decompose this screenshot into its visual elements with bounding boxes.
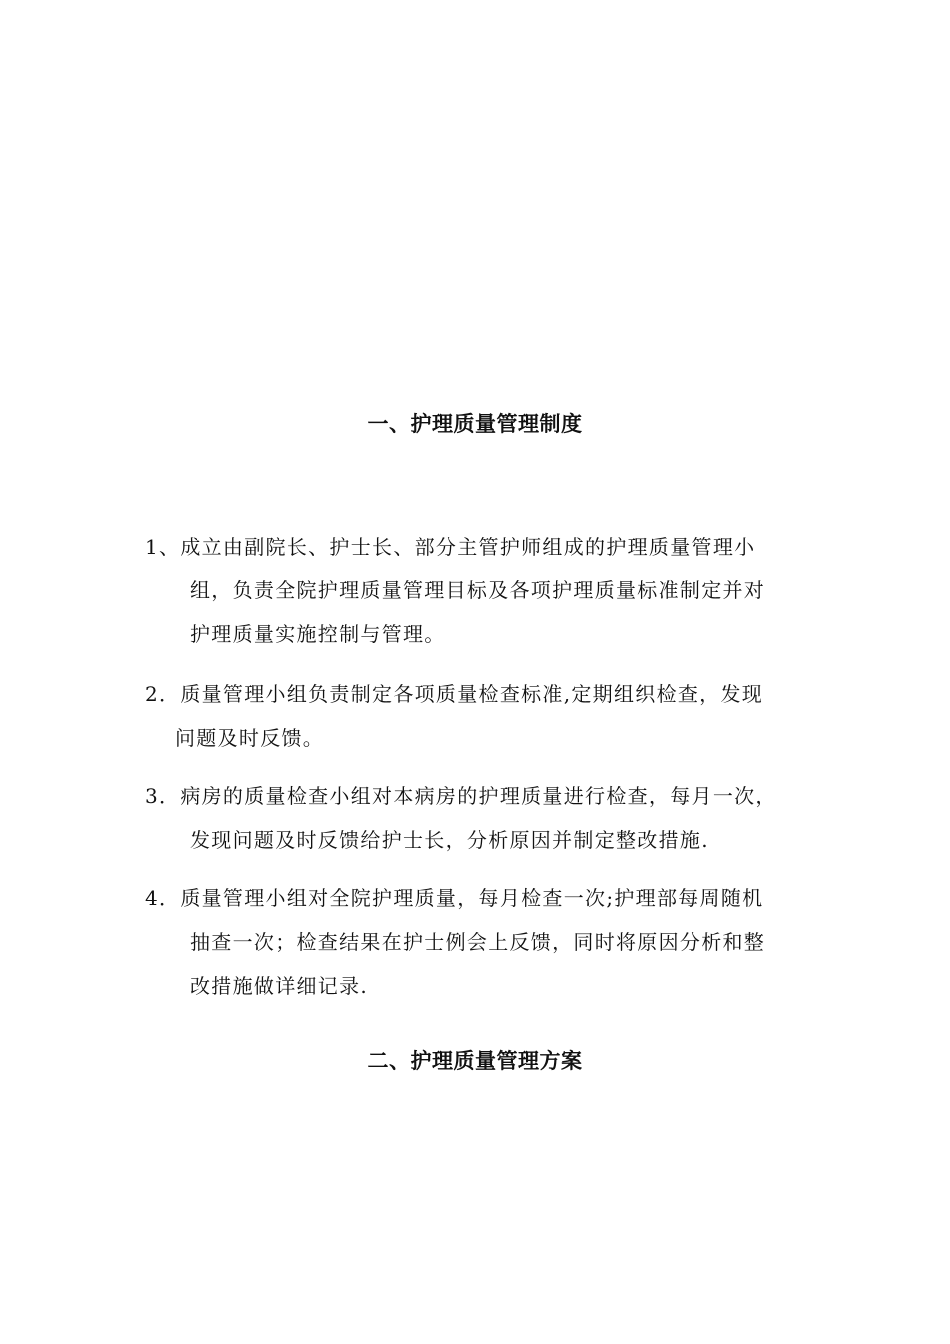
item-3-line-1: 3．病房的质量检查小组对本病房的护理质量进行检查，每月一次， <box>145 784 777 808</box>
item-1-line-2: 组，负责全院护理质量管理目标及各项护理质量标准制定并对 <box>190 578 766 602</box>
item-2-line-2: 问题及时反馈。 <box>175 726 325 750</box>
item-1-line-3: 护理质量实施控制与管理。 <box>190 622 446 646</box>
item-4-line-2: 抽查一次；检查结果在护士例会上反馈，同时将原因分析和整 <box>190 930 766 954</box>
item-4-line-1: 4．质量管理小组对全院护理质量，每月检查一次;护理部每周随机 <box>145 886 764 910</box>
section-heading-2: 二、护理质量管理方案 <box>367 1049 583 1073</box>
item-4-line-3: 改措施做详细记录. <box>190 974 369 998</box>
section-heading-1: 一、护理质量管理制度 <box>367 412 583 436</box>
item-1-line-1: 1、成立由副院长、护士长、部分主管护师组成的护理质量管理小 <box>145 535 756 559</box>
item-2-line-1: 2．质量管理小组负责制定各项质量检查标准,定期组织检查，发现 <box>145 682 764 706</box>
item-3-line-2: 发现问题及时反馈给护士长，分析原因并制定整改措施. <box>190 828 709 852</box>
